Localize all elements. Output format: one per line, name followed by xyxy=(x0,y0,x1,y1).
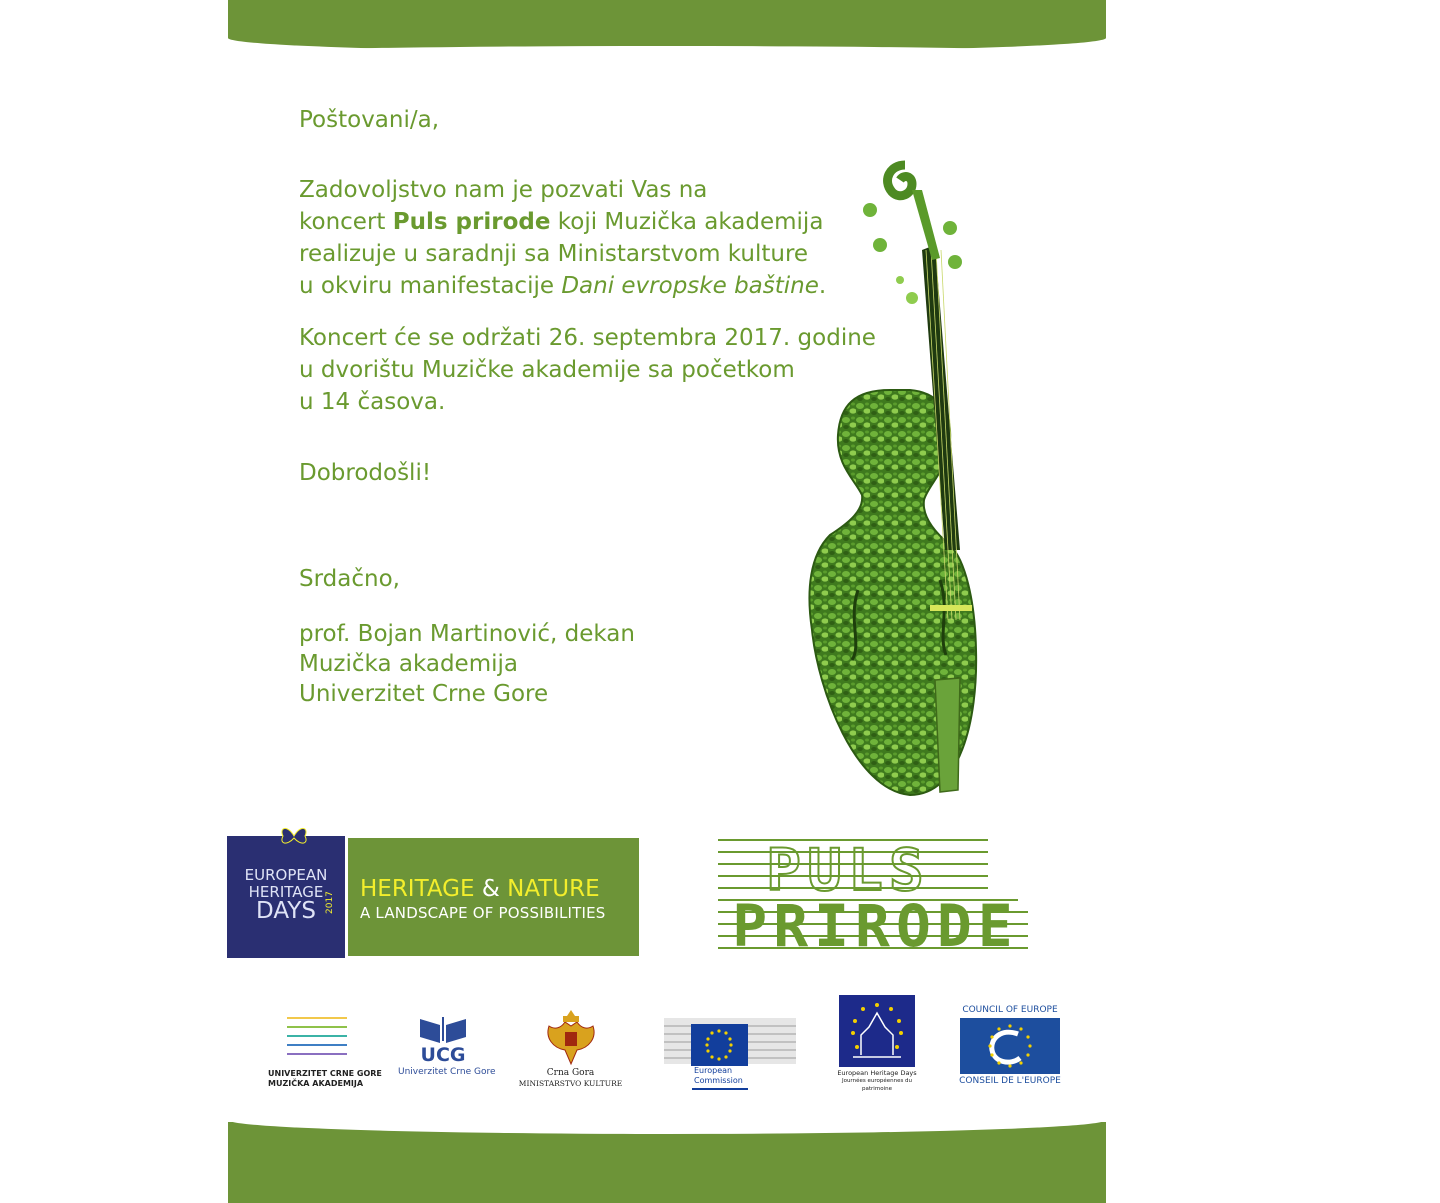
ehd-line-1: EUROPEAN xyxy=(244,866,328,884)
puls-prirode-logo xyxy=(718,836,1033,960)
ehd-small-caption-2: Journées européennes du xyxy=(841,1078,913,1084)
theme-word-nature: NATURE xyxy=(507,876,600,902)
signature-org-1: Muzička akademija xyxy=(299,651,518,677)
book-icon xyxy=(418,1015,468,1043)
coe-emblem-icon xyxy=(960,1018,1060,1074)
coat-of-arms-icon xyxy=(543,1008,599,1066)
ehd-blue-panel xyxy=(227,836,345,958)
ehd-small-caption-3: patrimoine xyxy=(862,1086,892,1092)
greeting: Poštovani/a, xyxy=(299,107,440,133)
green-violin-illustration xyxy=(800,150,980,800)
coe-caption-bottom: CONSEIL DE L'EUROPE xyxy=(959,1076,1061,1086)
closing-text: Srdačno, xyxy=(299,566,400,592)
ehd-small-logo xyxy=(836,995,918,1095)
colored-lines-icon xyxy=(287,1014,347,1062)
theme-word-heritage: HERITAGE xyxy=(360,876,475,902)
ministarstvo-kulture-logo xyxy=(518,1008,623,1093)
paragraph-1-line-3: realizuje u saradnji sa Ministarstvom kulture xyxy=(299,241,809,267)
ehd-green-panel xyxy=(348,838,639,956)
ec-underline xyxy=(692,1088,748,1090)
bottom-green-band xyxy=(228,1122,1106,1203)
event-name: Dani evropske baštine xyxy=(561,273,819,299)
welcome-text: Dobrodošli! xyxy=(299,460,432,486)
ehd-stars-icon xyxy=(839,995,915,1067)
signature-org-2: Univerzitet Crne Gore xyxy=(299,681,549,707)
text-span: koncert xyxy=(299,209,393,235)
berlaymont-building-icon xyxy=(664,1000,796,1066)
mk-caption-1: Crna Gora xyxy=(546,1068,595,1078)
coe-caption-top: COUNCIL OF EUROPE xyxy=(962,1005,1058,1015)
ehd-subtitle: A LANDSCAPE OF POSSIBILITIES xyxy=(360,904,606,922)
ehd-theme xyxy=(360,876,600,902)
concert-title: Puls prirode xyxy=(392,209,551,235)
ec-caption-1: European xyxy=(694,1066,733,1075)
text-span: koji Muzička akademija xyxy=(550,209,824,235)
council-of-europe-logo xyxy=(958,1005,1062,1089)
butterfly-icon xyxy=(279,824,309,848)
top-green-band xyxy=(228,0,1106,52)
paragraph-2-line-1: Koncert će se održati 26. septembra 2017. godine xyxy=(299,325,876,351)
mk-caption-2: MINISTARSTVO KULTURE xyxy=(518,1079,623,1088)
ec-caption-2: Commission xyxy=(694,1076,743,1085)
paragraph-1-line-1: Zadovoljstvo nam je pozvati Vas na xyxy=(299,177,708,203)
ehd-line-2: HERITAGE xyxy=(248,883,324,901)
paragraph-2-line-2: u dvorištu Muzičke akademije sa početkom xyxy=(299,357,795,383)
signature-name: prof. Bojan Martinović, dekan xyxy=(299,621,635,647)
ehd-year: 2017 xyxy=(325,891,335,914)
ucg-logo xyxy=(398,1015,496,1090)
muzicka-akademija-logo xyxy=(268,1012,382,1092)
theme-ampersand: & xyxy=(481,876,500,902)
european-heritage-days-banner xyxy=(227,836,639,958)
puls-word: PULS xyxy=(766,836,930,904)
ma-caption-1: UNIVERZITET CRNE GORE xyxy=(268,1069,382,1078)
ehd-small-caption-1: European Heritage Days xyxy=(837,1069,917,1077)
ehd-line-3: DAYS xyxy=(256,898,316,924)
ucg-abbr: UCG xyxy=(420,1044,466,1066)
ucg-name: Univerzitet Crne Gore xyxy=(398,1067,496,1077)
ma-caption-2: MUZIČKA AKADEMIJA xyxy=(268,1079,364,1088)
prirode-word: PRIRODE xyxy=(732,892,1019,960)
text-span: . xyxy=(818,273,827,299)
text-span: u okviru manifestacije xyxy=(299,273,562,299)
european-commission-logo xyxy=(664,1000,796,1092)
paragraph-2-line-3: u 14 časova. xyxy=(299,389,446,415)
